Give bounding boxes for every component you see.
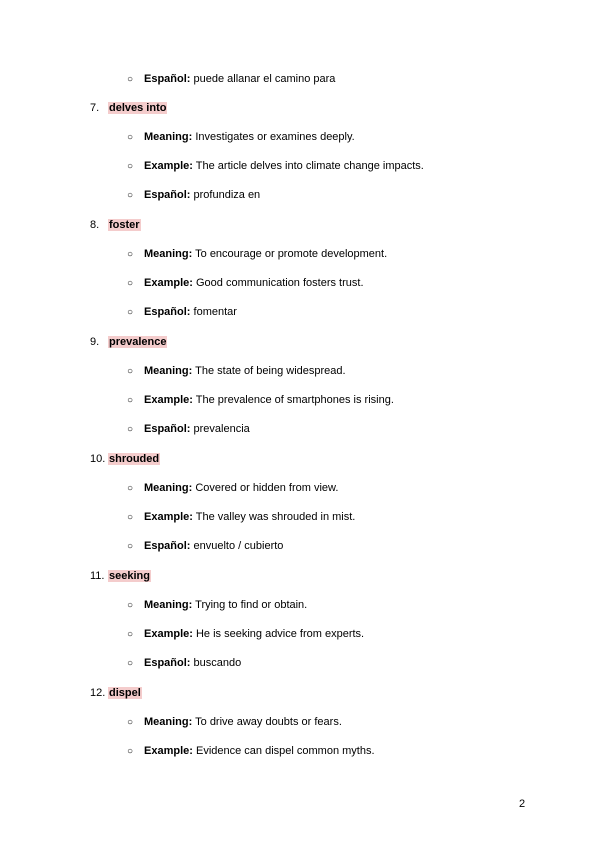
item-text: buscando bbox=[193, 657, 242, 669]
vocab-term: delves into bbox=[109, 102, 167, 114]
vocab-detail-item bbox=[127, 188, 260, 203]
vocab-term: dispel bbox=[109, 687, 141, 699]
item-text: fomentar bbox=[193, 306, 237, 318]
hollow-circle-bullet-icon: ○ bbox=[127, 717, 134, 728]
vocab-entry-term-line bbox=[90, 569, 151, 583]
hollow-circle-bullet-icon: ○ bbox=[127, 424, 134, 435]
vocab-detail-item bbox=[127, 422, 250, 437]
hollow-circle-bullet-icon: ○ bbox=[127, 629, 134, 640]
item-label: Example: bbox=[144, 277, 193, 289]
vocab-detail-item bbox=[127, 247, 387, 262]
hollow-circle-bullet-icon: ○ bbox=[127, 746, 134, 757]
vocab-entry-term-line bbox=[90, 101, 167, 115]
vocab-term: foster bbox=[109, 219, 140, 231]
hollow-circle-bullet-icon: ○ bbox=[127, 161, 134, 172]
vocab-detail-item bbox=[127, 744, 375, 759]
item-text: puede allanar el camino para bbox=[193, 73, 336, 85]
vocab-entry-term-line bbox=[90, 452, 160, 466]
item-label: Example: bbox=[144, 160, 193, 172]
vocab-detail-item bbox=[127, 656, 241, 671]
item-label: Español: bbox=[144, 306, 191, 318]
entry-number: 7. bbox=[90, 102, 100, 114]
vocab-detail-item bbox=[127, 276, 364, 291]
vocab-entry-term-line bbox=[90, 335, 167, 349]
item-label: Meaning: bbox=[144, 482, 193, 494]
item-label: Meaning: bbox=[144, 365, 193, 377]
item-label: Español: bbox=[144, 423, 191, 435]
vocab-detail-item bbox=[127, 481, 338, 496]
entry-number: 8. bbox=[90, 219, 100, 231]
item-label: Meaning: bbox=[144, 248, 193, 260]
item-label: Meaning: bbox=[144, 716, 193, 728]
item-label: Meaning: bbox=[144, 599, 193, 611]
item-text: He is seeking advice from experts. bbox=[195, 628, 365, 640]
vocab-detail-item bbox=[127, 393, 394, 408]
vocab-entry-term-line bbox=[90, 218, 141, 232]
item-text: Evidence can dispel common myths. bbox=[195, 745, 375, 757]
item-label: Example: bbox=[144, 745, 193, 757]
page-number: 2 bbox=[519, 798, 526, 810]
vocab-detail-item bbox=[127, 715, 342, 730]
vocab-detail-item bbox=[127, 598, 307, 613]
item-text: To drive away doubts or fears. bbox=[195, 716, 342, 728]
item-text: prevalencia bbox=[193, 423, 250, 435]
item-label: Español: bbox=[144, 540, 191, 552]
continued-espanol-item bbox=[127, 72, 335, 87]
item-label: Meaning: bbox=[144, 131, 193, 143]
item-text: The prevalence of smartphones is rising. bbox=[195, 394, 394, 406]
item-text: The article delves into climate change impacts. bbox=[195, 160, 424, 172]
entry-number: 11. bbox=[90, 570, 105, 582]
hollow-circle-bullet-icon: ○ bbox=[127, 190, 134, 201]
item-label: Example: bbox=[144, 628, 193, 640]
item-text: The valley was shrouded in mist. bbox=[195, 511, 356, 523]
item-text: profundiza en bbox=[193, 189, 261, 201]
item-label: Español: bbox=[144, 189, 191, 201]
item-text: Investigates or examines deeply. bbox=[195, 131, 355, 143]
item-text: Covered or hidden from view. bbox=[195, 482, 339, 494]
hollow-circle-bullet-icon: ○ bbox=[127, 307, 134, 318]
item-label: Español: bbox=[144, 657, 191, 669]
entry-number: 10. bbox=[90, 453, 106, 465]
item-text: Trying to find or obtain. bbox=[195, 599, 308, 611]
vocab-detail-item bbox=[127, 539, 283, 554]
item-text: To encourage or promote development. bbox=[195, 248, 388, 260]
item-text: The state of being widespread. bbox=[195, 365, 346, 377]
entry-number: 9. bbox=[90, 336, 100, 348]
vocab-detail-item bbox=[127, 364, 346, 379]
hollow-circle-bullet-icon: ○ bbox=[127, 483, 134, 494]
hollow-circle-bullet-icon: ○ bbox=[127, 249, 134, 260]
vocab-detail-item bbox=[127, 510, 355, 525]
hollow-circle-bullet-icon: ○ bbox=[127, 74, 134, 85]
vocab-detail-item bbox=[127, 305, 237, 320]
vocab-detail-item bbox=[127, 627, 364, 642]
item-label: Example: bbox=[144, 511, 193, 523]
hollow-circle-bullet-icon: ○ bbox=[127, 600, 134, 611]
vocab-term: shrouded bbox=[109, 453, 160, 465]
hollow-circle-bullet-icon: ○ bbox=[127, 512, 134, 523]
vocab-term: seeking bbox=[109, 570, 150, 582]
vocab-detail-item bbox=[127, 159, 424, 174]
hollow-circle-bullet-icon: ○ bbox=[127, 541, 134, 552]
hollow-circle-bullet-icon: ○ bbox=[127, 366, 134, 377]
entry-number: 12. bbox=[90, 687, 106, 699]
item-label: Example: bbox=[144, 394, 193, 406]
item-text: envuelto / cubierto bbox=[193, 540, 284, 552]
hollow-circle-bullet-icon: ○ bbox=[127, 395, 134, 406]
hollow-circle-bullet-icon: ○ bbox=[127, 132, 134, 143]
item-label: Español: bbox=[144, 73, 191, 85]
hollow-circle-bullet-icon: ○ bbox=[127, 278, 134, 289]
vocab-detail-item bbox=[127, 130, 355, 145]
item-text: Good communication fosters trust. bbox=[195, 277, 364, 289]
vocab-term: prevalence bbox=[109, 336, 167, 348]
vocab-entry-term-line bbox=[90, 686, 142, 700]
hollow-circle-bullet-icon: ○ bbox=[127, 658, 134, 669]
